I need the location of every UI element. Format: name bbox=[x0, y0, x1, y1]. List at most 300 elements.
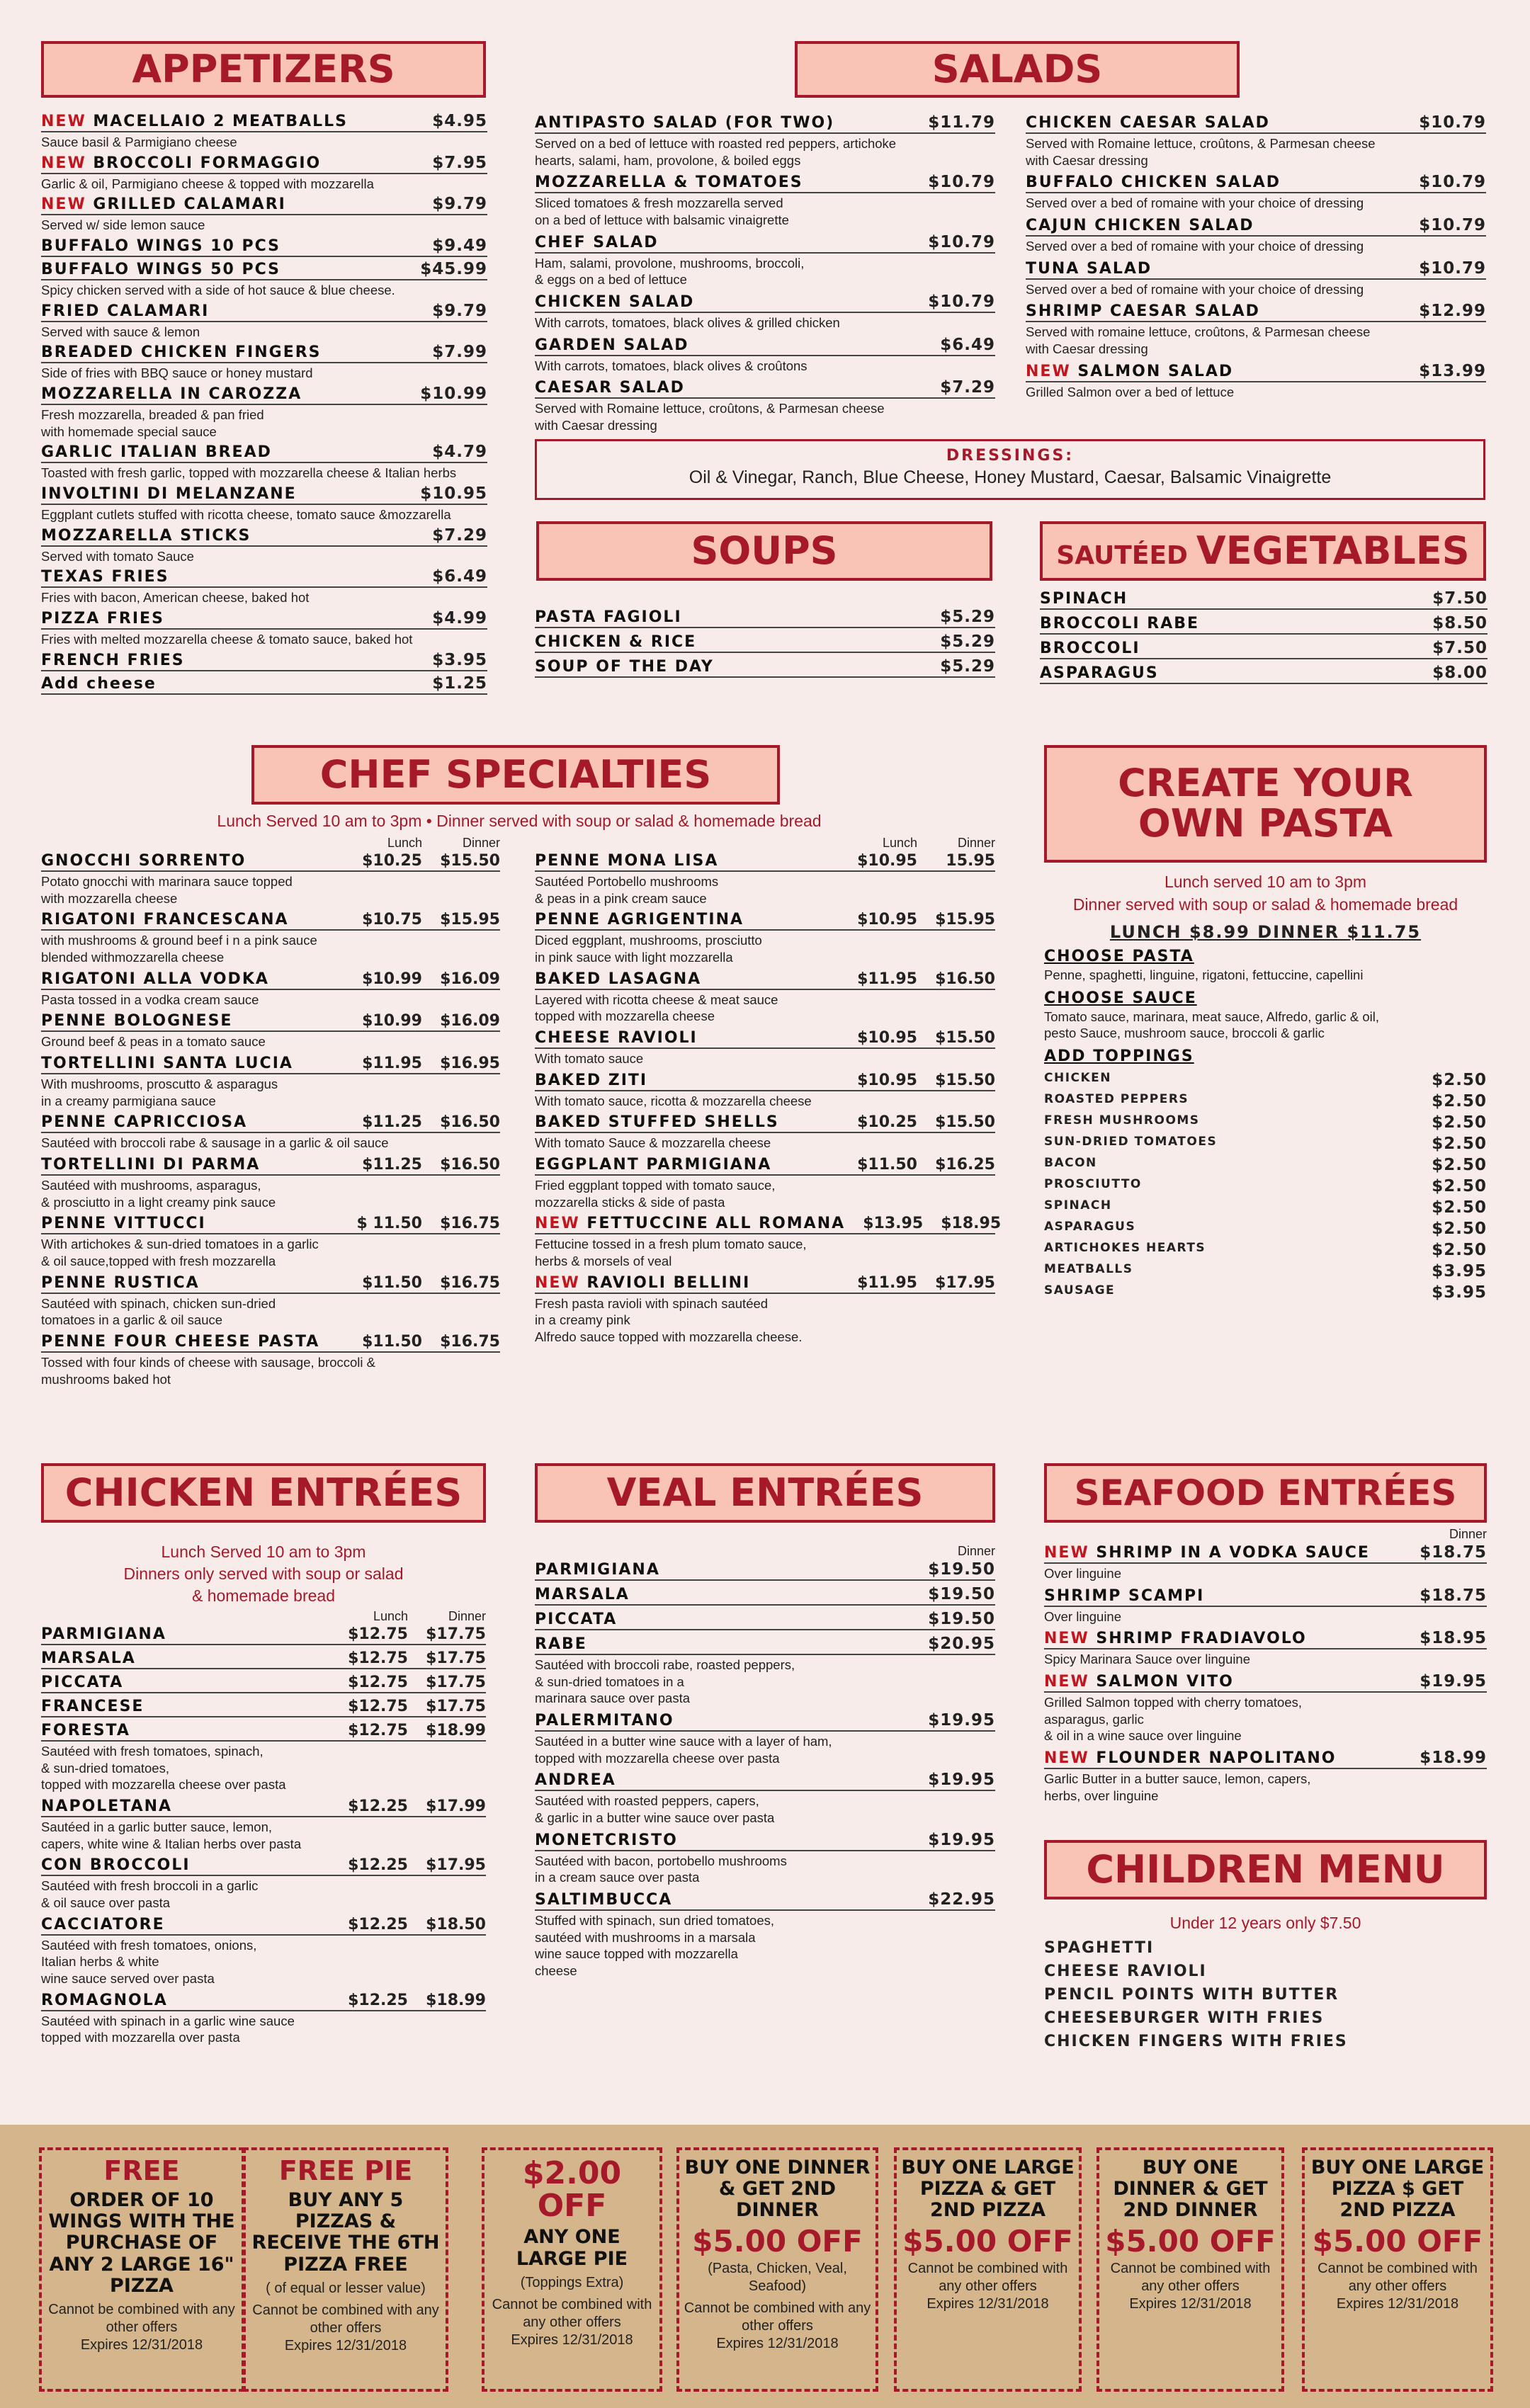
coupon-expiration: Expires 12/31/2018 bbox=[926, 2295, 1049, 2312]
lunch-price: $11.50 bbox=[857, 1156, 917, 1174]
menu-item-prices bbox=[330, 1674, 486, 1691]
menu-item bbox=[1044, 1543, 1487, 1582]
menu-item-row bbox=[1026, 259, 1486, 280]
lunch-price: $10.95 bbox=[857, 911, 917, 929]
new-badge: NEW bbox=[1026, 362, 1071, 380]
chef-left-list bbox=[41, 836, 500, 1392]
lunch-column-header: Lunch bbox=[387, 836, 422, 850]
menu-item-row bbox=[41, 852, 500, 872]
menu-item-row bbox=[535, 1029, 995, 1049]
menu-item-name-wrap bbox=[535, 658, 714, 676]
menu-item-prices bbox=[330, 1992, 486, 2009]
price-column-headers bbox=[41, 1609, 486, 1624]
menu-item-price: $7.99 bbox=[432, 343, 487, 362]
menu-item-name-wrap bbox=[41, 1055, 293, 1072]
menu-item-price: $10.79 bbox=[1419, 113, 1486, 132]
coupon[interactable] bbox=[243, 2147, 448, 2392]
menu-item-row bbox=[41, 1649, 486, 1669]
dinner-price: $17.75 bbox=[426, 1625, 486, 1643]
choose-sauce-label: CHOOSE SAUCE bbox=[1044, 989, 1197, 1007]
coupon[interactable] bbox=[39, 2147, 244, 2392]
coupon-discount: $5.00 OFF bbox=[1105, 2223, 1276, 2259]
menu-item-row bbox=[41, 609, 487, 630]
menu-item-row bbox=[535, 113, 995, 134]
coupon-expiration: Expires 12/31/2018 bbox=[1336, 2295, 1459, 2312]
topping-price: $2.50 bbox=[1432, 1092, 1487, 1111]
menu-item-price: $7.29 bbox=[432, 526, 487, 545]
menu-item-name-wrap bbox=[1026, 260, 1152, 278]
dinner-price: $18.99 bbox=[426, 1991, 486, 2009]
menu-item-description: Spicy Marinara Sauce over linguine bbox=[1044, 1652, 1251, 1667]
menu-item-name-wrap bbox=[41, 1722, 130, 1739]
menu-item-price: $10.79 bbox=[1419, 216, 1486, 235]
salads-right-list bbox=[1026, 113, 1486, 404]
menu-item-row bbox=[535, 970, 995, 990]
menu-item-name-wrap bbox=[41, 652, 185, 669]
menu-item-name-wrap bbox=[41, 610, 164, 627]
dinner-price: $18.50 bbox=[426, 1915, 486, 1933]
menu-item-row bbox=[535, 233, 995, 254]
menu-item bbox=[41, 1012, 500, 1050]
topping-price: $3.95 bbox=[1432, 1283, 1487, 1302]
menu-item-row bbox=[1044, 1672, 1487, 1693]
menu-item-name-wrap bbox=[41, 852, 246, 870]
menu-item-description: Sautéed Portobello mushrooms & peas in a pink cream sauce bbox=[535, 874, 719, 906]
menu-item bbox=[41, 1274, 500, 1329]
dinner-column-header: Dinner bbox=[1449, 1527, 1487, 1541]
dinner-price: $17.75 bbox=[426, 1674, 486, 1691]
coupon-discount: $5.00 OFF bbox=[1312, 2223, 1483, 2259]
menu-item-description: Sautéed with roasted peppers, capers, & garlic in a butter wine sauce over pasta bbox=[535, 1793, 775, 1826]
new-badge: NEW bbox=[535, 1273, 580, 1292]
menu-item-prices bbox=[839, 852, 995, 870]
dinner-price: $15.50 bbox=[935, 1071, 995, 1089]
coupon-offer: BUY ANY 5 PIZZAS & RECEIVE THE 6TH PIZZA FREE bbox=[251, 2188, 440, 2276]
menu-item-row bbox=[1044, 1543, 1487, 1564]
menu-item-description: Served over a bed of romaine with your choice of dressing bbox=[1026, 281, 1364, 297]
menu-item-name-wrap bbox=[535, 1891, 672, 1909]
menu-item bbox=[41, 1856, 486, 1911]
menu-item bbox=[1040, 589, 1488, 610]
menu-item-row bbox=[41, 484, 487, 505]
menu-item-name: BAKED STUFFED SHELLS bbox=[535, 1113, 779, 1132]
menu-item-description: Served with Romaine lettuce, croûtons, & Parmesan cheese with Caesar dressing bbox=[1026, 136, 1376, 168]
menu-item-price: $6.49 bbox=[432, 567, 487, 586]
menu-item-price: $9.79 bbox=[432, 195, 487, 214]
menu-item-name-wrap bbox=[535, 1274, 750, 1292]
menu-item-name: FORESTA bbox=[41, 1722, 130, 1739]
menu-item bbox=[1026, 362, 1486, 401]
dinner-price: $18.99 bbox=[426, 1722, 486, 1739]
menu-item-name-wrap bbox=[41, 1856, 191, 1874]
menu-item bbox=[535, 1113, 995, 1152]
menu-item-description: Garlic Butter in a butter sauce, lemon, capers, herbs, over linguine bbox=[1044, 1771, 1311, 1803]
salads-title: SALADS bbox=[931, 46, 1103, 91]
menu-item-name: BUFFALO CHICKEN SALAD bbox=[1026, 174, 1281, 192]
menu-item-prices bbox=[344, 852, 500, 870]
menu-item bbox=[535, 378, 995, 433]
menu-item-name: CHICKEN & RICE bbox=[535, 633, 697, 651]
lunch-price: $11.50 bbox=[362, 1333, 422, 1351]
menu-item-name: CON BROCCOLI bbox=[41, 1856, 191, 1875]
menu-item-row bbox=[1026, 302, 1486, 322]
coupon[interactable] bbox=[894, 2147, 1082, 2392]
menu-item-name-wrap bbox=[41, 1916, 165, 1933]
children-subtitle: Under 12 years only $7.50 bbox=[1169, 1914, 1361, 1932]
coupon-headline: BUY ONE DINNER & GET 2ND DINNER bbox=[684, 2157, 871, 2222]
menu-item-row bbox=[1040, 664, 1488, 684]
menu-item bbox=[41, 1625, 486, 1645]
menu-item-name: CHICKEN CAESAR SALAD bbox=[1026, 114, 1270, 132]
coupon-expiration: Expires 12/31/2018 bbox=[1129, 2295, 1252, 2312]
menu-item-name-wrap bbox=[41, 527, 251, 545]
menu-item-price: $19.95 bbox=[928, 1711, 995, 1730]
coupon-headline: BUY ONE DINNER & GET 2ND DINNER bbox=[1113, 2157, 1268, 2222]
vegetables-banner bbox=[1040, 521, 1486, 581]
coupon-fine-print: (Pasta, Chicken, Veal, Seafood) bbox=[708, 2260, 847, 2294]
menu-item-row bbox=[41, 237, 487, 257]
menu-item-name: PARMIGIANA bbox=[41, 1625, 166, 1643]
menu-item bbox=[535, 608, 995, 628]
lunch-price: $10.99 bbox=[362, 970, 422, 988]
veal-banner bbox=[535, 1463, 995, 1523]
menu-item-row bbox=[41, 1333, 500, 1353]
menu-item-description: Served on a bed of lettuce with roasted red peppers, artichoke hearts, salami, ham, provolone, & boiled eggs bbox=[535, 136, 897, 168]
lunch-price: $10.95 bbox=[857, 1071, 917, 1089]
menu-item bbox=[41, 237, 487, 257]
lunch-price: $12.75 bbox=[348, 1625, 408, 1643]
menu-item bbox=[41, 112, 487, 151]
menu-item-description: Sliced tomatoes & fresh mozzarella served on a bed of lettuce with balsamic vinaigrette bbox=[535, 195, 789, 228]
menu-item-row bbox=[535, 293, 995, 313]
topping-name: BACON bbox=[1044, 1156, 1097, 1171]
soups-title: SOUPS bbox=[691, 528, 838, 573]
menu-item-description: Eggplant cutlets stuffed with ricotta cheese, tomato sauce &mozzarella bbox=[41, 507, 451, 523]
topping-price: $2.50 bbox=[1432, 1071, 1487, 1090]
menu-item-description: with mushrooms & ground beef i n a pink sauce blended withmozzarella cheese bbox=[41, 933, 317, 965]
menu-item-row bbox=[1044, 1629, 1487, 1649]
menu-item-name-wrap bbox=[535, 336, 689, 354]
menu-item-row bbox=[41, 154, 487, 174]
dinner-price: $16.50 bbox=[935, 970, 995, 988]
dinner-price: $16.75 bbox=[440, 1333, 500, 1351]
coupon[interactable] bbox=[482, 2147, 662, 2392]
appetizers-list bbox=[41, 112, 487, 698]
lunch-price: $12.75 bbox=[348, 1674, 408, 1691]
menu-item-price: $19.50 bbox=[928, 1560, 995, 1579]
lunch-price: $11.25 bbox=[362, 1113, 422, 1132]
menu-item-name-wrap bbox=[41, 1698, 144, 1715]
menu-item-name: GRILLED CALAMARI bbox=[93, 195, 286, 214]
menu-item-description: With artichokes & sun-dried tomatoes in a garlic & oil sauce,topped with fresh mozzarella bbox=[41, 1237, 319, 1269]
menu-item-row bbox=[1026, 362, 1486, 382]
menu-item-name-wrap bbox=[41, 237, 280, 255]
menu-item-description: Served w/ side lemon sauce bbox=[41, 217, 205, 233]
menu-item-price: $3.95 bbox=[432, 650, 487, 669]
menu-item-name-wrap bbox=[1040, 615, 1199, 632]
topping-row bbox=[1044, 1220, 1487, 1238]
new-badge: NEW bbox=[1044, 1630, 1089, 1648]
lunch-price: $11.50 bbox=[362, 1273, 422, 1292]
menu-item-name-wrap bbox=[535, 1635, 587, 1653]
coupon-restriction: Cannot be combined with any other offers bbox=[492, 2296, 652, 2330]
menu-item-prices bbox=[330, 1698, 486, 1715]
price-column-headers bbox=[535, 836, 995, 851]
chef-right-list bbox=[535, 836, 1002, 1350]
menu-item-row bbox=[535, 336, 995, 356]
menu-item-name-wrap bbox=[41, 443, 272, 461]
menu-item-price: $4.79 bbox=[432, 443, 487, 462]
price-column-headers bbox=[1044, 1527, 1487, 1542]
menu-item-name: PALERMITANO bbox=[535, 1712, 674, 1730]
menu-item-row bbox=[535, 1635, 995, 1655]
chef-subtitle: Lunch Served 10 am to 3pm • Dinner served with soup or salad & homemade bread bbox=[217, 812, 822, 830]
coupon[interactable] bbox=[1096, 2147, 1284, 2392]
menu-item-price: $7.95 bbox=[432, 153, 487, 172]
menu-item bbox=[535, 293, 995, 331]
menu-item bbox=[41, 1916, 486, 1987]
menu-item-row bbox=[41, 567, 487, 588]
menu-item-description: Toasted with fresh garlic, topped with mozzarella cheese & Italian herbs bbox=[41, 465, 457, 481]
lunch-price: $10.99 bbox=[362, 1012, 422, 1030]
menu-item bbox=[1026, 173, 1486, 212]
menu-item-price: $18.75 bbox=[1420, 1543, 1487, 1562]
topping-row bbox=[1044, 1156, 1487, 1174]
menu-item-name: SOUP OF THE DAY bbox=[535, 658, 714, 676]
menu-item bbox=[41, 1113, 500, 1152]
vegetables-title-big: VEGETABLES bbox=[1196, 528, 1470, 573]
lunch-price: $13.95 bbox=[863, 1215, 924, 1233]
new-badge: NEW bbox=[1044, 1544, 1089, 1562]
menu-item-name: CHEF SALAD bbox=[535, 233, 659, 251]
menu-item-name: SALTIMBUCCA bbox=[535, 1891, 673, 1909]
menu-item-prices bbox=[344, 1113, 500, 1131]
seafood-banner bbox=[1044, 1463, 1487, 1523]
dinner-price: $16.50 bbox=[440, 1156, 500, 1174]
coupon[interactable] bbox=[676, 2147, 878, 2392]
menu-item-description: Layered with ricotta cheese & meat sauce topped with mozzarella cheese bbox=[535, 992, 778, 1024]
coupon[interactable] bbox=[1302, 2147, 1493, 2392]
menu-item-name: PICCATA bbox=[41, 1674, 124, 1691]
menu-item-row bbox=[535, 173, 995, 193]
menu-item-description: Sautéed in a garlic butter sauce, lemon, capers, white wine & Italian herbs over pasta bbox=[41, 1819, 302, 1851]
choose-sauce-text: Tomato sauce, marinara, meat sauce, Alfredo, garlic & oil, pesto Sauce, mushroom sauce, broccoli & garlic bbox=[1044, 1009, 1379, 1041]
menu-item-price: $7.29 bbox=[940, 378, 995, 397]
menu-item-price: $5.29 bbox=[940, 608, 995, 626]
menu-item-name-wrap bbox=[535, 1561, 660, 1579]
chicken-list bbox=[41, 1609, 486, 2050]
menu-item-price: $10.99 bbox=[420, 385, 487, 404]
create-pasta-sub1: Lunch served 10 am to 3pm bbox=[1164, 873, 1367, 891]
create-pasta-sub2: Dinner served with soup or salad & homemade bread bbox=[1072, 895, 1458, 914]
menu-item-description: Sautéed with fresh broccoli in a garlic & oil sauce over pasta bbox=[41, 1878, 259, 1911]
menu-item bbox=[41, 1156, 500, 1210]
coupon-restriction: Cannot be combined with any other offers bbox=[1318, 2260, 1478, 2294]
seafood-list bbox=[1044, 1527, 1487, 1808]
menu-item-prices bbox=[330, 1916, 486, 1933]
menu-item-name: BAKED LASAGNA bbox=[535, 970, 702, 988]
menu-item-description: Ground beef & peas in a tomato sauce bbox=[41, 1034, 266, 1050]
menu-item-name: TUNA SALAD bbox=[1026, 259, 1152, 278]
menu-item-name: SHRIMP SCAMPI bbox=[1044, 1586, 1205, 1605]
menu-item-description: Sautéed with spinach, chicken sun-dried tomatoes in a garlic & oil sauce bbox=[41, 1295, 276, 1328]
menu-item-row bbox=[1044, 1749, 1487, 1769]
price-column-headers bbox=[535, 1544, 995, 1559]
dinner-price: $17.99 bbox=[426, 1798, 486, 1816]
children-menu-item: PENCIL POINTS WITH BUTTER bbox=[1044, 1986, 1339, 2004]
menu-item-price: $18.99 bbox=[1420, 1749, 1487, 1768]
menu-item-name-wrap bbox=[1044, 1587, 1204, 1605]
coupon-discount: $5.00 OFF bbox=[902, 2223, 1073, 2259]
menu-item-name-wrap bbox=[1026, 217, 1254, 234]
menu-item-description: With tomato Sauce & mozzarella cheese bbox=[535, 1135, 771, 1151]
menu-item-description: Diced eggplant, mushrooms, prosciutto in pink sauce with light mozzarella bbox=[535, 933, 762, 965]
menu-item bbox=[41, 260, 487, 299]
menu-item-description: Grilled Salmon over a bed of lettuce bbox=[1026, 384, 1235, 399]
menu-item-prices bbox=[845, 1215, 1001, 1232]
coupon-offer: ORDER OF 10 WINGS WITH THE PURCHASE OF ANY 2 LARGE 16" PIZZA bbox=[48, 2188, 235, 2297]
menu-item bbox=[1044, 1586, 1487, 1625]
menu-item-name-wrap bbox=[41, 911, 289, 928]
topping-price: $2.50 bbox=[1432, 1156, 1487, 1175]
menu-item bbox=[535, 1274, 995, 1346]
lunch-column-header: Lunch bbox=[373, 1609, 408, 1623]
menu-item-description: Fresh mozzarella, breaded & pan fried with homemade special sauce bbox=[41, 407, 264, 439]
menu-item-description: Stuffed with spinach, sun dried tomatoes, sautéed with mushrooms in a marsala wine sauce topped with mozzarella cheese bbox=[535, 1913, 774, 1979]
create-pasta-banner bbox=[1044, 745, 1487, 863]
lunch-column-header: Lunch bbox=[882, 836, 917, 850]
menu-item bbox=[535, 1560, 995, 1581]
menu-item-name: RIGATONI ALLA VODKA bbox=[41, 970, 269, 988]
children-banner bbox=[1044, 1840, 1487, 1899]
topping-price: $2.50 bbox=[1432, 1113, 1487, 1132]
menu-item bbox=[535, 1635, 995, 1707]
topping-row bbox=[1044, 1135, 1487, 1153]
menu-item-name: PASTA FAGIOLI bbox=[535, 608, 682, 626]
menu-item bbox=[1026, 216, 1486, 255]
menu-item-prices bbox=[344, 1333, 500, 1351]
menu-item bbox=[535, 970, 995, 1025]
menu-item-name-wrap bbox=[1026, 114, 1270, 132]
menu-item-price: $11.79 bbox=[928, 113, 995, 132]
menu-item-name-wrap bbox=[1044, 1544, 1370, 1562]
menu-item-row bbox=[41, 911, 500, 931]
menu-item bbox=[1040, 664, 1488, 684]
menu-item bbox=[41, 674, 487, 695]
menu-item-description: With carrots, tomatoes, black olives & grilled chicken bbox=[535, 315, 840, 331]
menu-item-name-wrap bbox=[535, 234, 658, 251]
menu-item-row bbox=[41, 1722, 486, 1742]
menu-item bbox=[1044, 1749, 1487, 1804]
menu-item bbox=[41, 1798, 486, 1852]
new-badge: NEW bbox=[1044, 1673, 1089, 1691]
menu-item-row bbox=[41, 260, 487, 280]
menu-item-name: PENNE AGRIGENTINA bbox=[535, 911, 744, 929]
choose-pasta-text: Penne, spaghetti, linguine, rigatoni, fettuccine, capellini bbox=[1044, 967, 1364, 982]
menu-item-description: Served with tomato Sauce bbox=[41, 548, 194, 564]
menu-item bbox=[41, 484, 487, 523]
dinner-price: $16.95 bbox=[440, 1055, 500, 1073]
menu-item-row bbox=[41, 343, 487, 363]
menu-item-prices bbox=[330, 1649, 486, 1667]
coupon-headline: $2.00 OFF bbox=[522, 2155, 622, 2225]
menu-item-row bbox=[41, 302, 487, 322]
menu-item bbox=[41, 302, 487, 341]
menu-item-name: PENNE VITTUCCI bbox=[41, 1215, 206, 1233]
chef-banner bbox=[251, 745, 780, 805]
menu-item-name-wrap bbox=[535, 911, 744, 928]
menu-item-name: FLOUNDER NAPOLITANO bbox=[1096, 1749, 1337, 1768]
menu-item-row bbox=[41, 1156, 500, 1176]
menu-item-prices bbox=[344, 1156, 500, 1174]
menu-item-row bbox=[535, 632, 995, 653]
menu-item-price: $10.79 bbox=[1419, 259, 1486, 278]
toppings-list bbox=[1044, 1071, 1487, 1302]
menu-item-row bbox=[1026, 216, 1486, 237]
menu-item bbox=[41, 1055, 500, 1109]
menu-item-name-wrap bbox=[535, 1156, 771, 1174]
chicken-banner bbox=[41, 1463, 486, 1523]
menu-item-description: Sautéed in a butter wine sauce with a layer of ham, topped with mozzarella cheese over pasta bbox=[535, 1734, 832, 1766]
menu-item bbox=[535, 852, 995, 907]
menu-item-name: PENNE RUSTICA bbox=[41, 1273, 200, 1292]
menu-item bbox=[535, 1831, 995, 1886]
veal-title: VEAL ENTRÉES bbox=[606, 1470, 924, 1515]
menu-item-prices bbox=[839, 1156, 995, 1174]
menu-item-row bbox=[1040, 589, 1488, 610]
menu-item-name: SHRIMP FRADIAVOLO bbox=[1096, 1630, 1307, 1648]
menu-item-description: Sautéed with broccoli rabe & sausage in a garlic & oil sauce bbox=[41, 1135, 389, 1151]
menu-item bbox=[535, 233, 995, 288]
menu-item-description: Over linguine bbox=[1044, 1566, 1122, 1581]
dinner-price: $16.75 bbox=[440, 1273, 500, 1292]
new-badge: NEW bbox=[41, 154, 86, 172]
menu-item-description: Fettucine tossed in a fresh plum tomato sauce, herbs & morsels of veal bbox=[535, 1237, 807, 1269]
topping-price: $3.95 bbox=[1432, 1262, 1487, 1281]
menu-item-row bbox=[1044, 1586, 1487, 1607]
menu-item-description: Side of fries with BBQ sauce or honey mustard bbox=[41, 365, 313, 381]
menu-item-name: MOZZARELLA & TOMATOES bbox=[535, 174, 803, 192]
coupon-expiration: Expires 12/31/2018 bbox=[80, 2337, 203, 2353]
salads-left-list bbox=[535, 113, 995, 438]
menu-item-description: Sautéed with spinach in a garlic wine sauce topped with mozzarella over pasta bbox=[41, 2013, 295, 2045]
menu-item bbox=[41, 651, 487, 671]
menu-item-name-wrap bbox=[535, 970, 701, 988]
menu-item-name-wrap bbox=[535, 1072, 647, 1089]
menu-item bbox=[535, 1156, 995, 1210]
topping-name: SPINACH bbox=[1044, 1198, 1112, 1213]
menu-item bbox=[535, 1890, 995, 1980]
menu-item-price: $19.50 bbox=[928, 1610, 995, 1628]
menu-item-name: RABE bbox=[535, 1635, 587, 1653]
lunch-price: $12.25 bbox=[348, 1856, 408, 1875]
menu-item-name-wrap bbox=[535, 174, 803, 191]
topping-name: FRESH MUSHROOMS bbox=[1044, 1113, 1200, 1128]
menu-item bbox=[41, 195, 487, 234]
menu-item-name-wrap bbox=[1040, 590, 1128, 608]
menu-item bbox=[41, 609, 487, 648]
menu-item-price: $9.49 bbox=[432, 237, 487, 256]
topping-name: ROASTED PEPPERS bbox=[1044, 1092, 1189, 1107]
dinner-price: 15.95 bbox=[946, 852, 995, 870]
menu-item bbox=[535, 1072, 995, 1110]
menu-item-name: MARSALA bbox=[41, 1649, 136, 1667]
menu-item bbox=[535, 1215, 1002, 1269]
dinner-price: $15.95 bbox=[935, 911, 995, 929]
menu-item-name-wrap bbox=[41, 195, 286, 213]
create-pasta-prices: LUNCH $8.99 DINNER $11.75 bbox=[1109, 922, 1422, 942]
menu-item-name-wrap bbox=[41, 1333, 319, 1351]
